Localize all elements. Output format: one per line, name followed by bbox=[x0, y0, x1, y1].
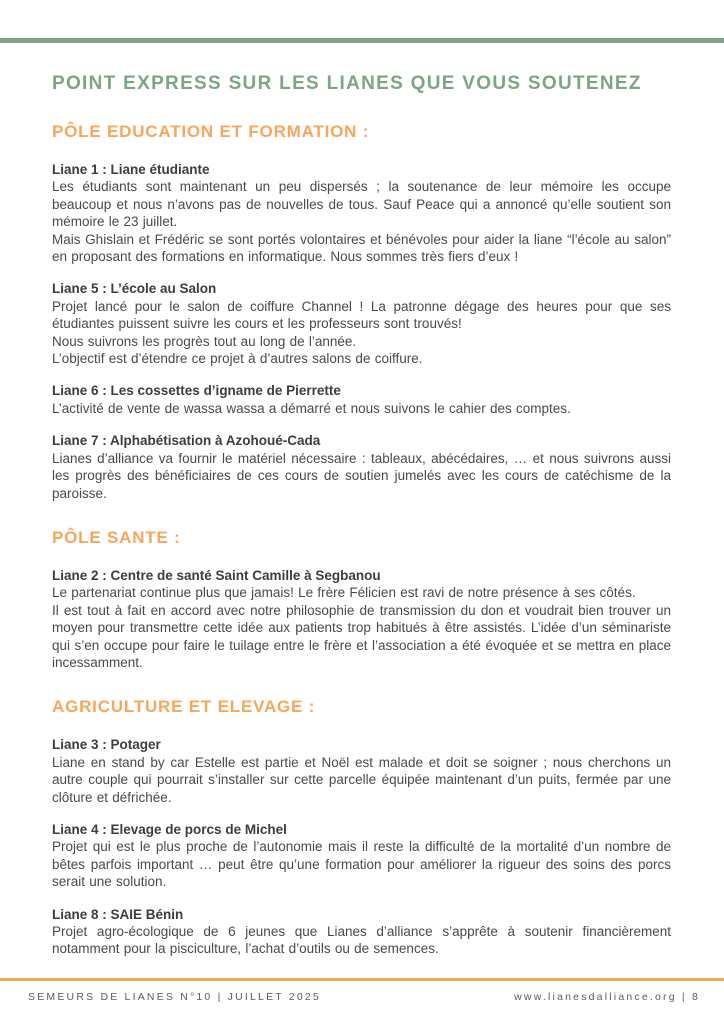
liane-item-3 bbox=[52, 736, 671, 806]
liane-paragraph: Liane en stand by car Estelle est partie et Noël est malade et doit se soigner ; nous cherchons un autre couple qui pourrait s’installer sur cette parcelle équipée maintenant d’un puits, fermée par une clôture et défrichée. bbox=[52, 754, 671, 805]
page-title: POINT EXPRESS SUR LES LIANES QUE VOUS SOUTENEZ bbox=[52, 73, 642, 94]
liane-title: Liane 1 : Liane étudiante bbox=[52, 162, 210, 177]
section-heading: AGRICULTURE ET ELEVAGE : bbox=[52, 697, 316, 717]
liane-paragraph: Projet agro-écologique de 6 jeunes que Lianes d’alliance s’apprête à soutenir financièrement notamment pour la pisciculture, l’achat d’outils ou de semences. bbox=[52, 924, 671, 957]
liane-title: Liane 6 : Les cossettes d’igname de Pierrette bbox=[52, 383, 341, 399]
footer-issue-label: SEMEURS DE LIANES N°10 | JUILLET 2025 bbox=[28, 991, 321, 1003]
section-sante bbox=[52, 527, 671, 671]
liane-item-4 bbox=[52, 821, 671, 891]
liane-title: Liane 5 : L’école au Salon bbox=[52, 281, 217, 297]
page-footer bbox=[28, 991, 700, 1003]
liane-title: Liane 8 : SAIE Bénin bbox=[52, 906, 184, 922]
liane-paragraph: Il est tout à fait en accord avec notre philosophie de transmission du don et voudrait bien trouver un moyen pour transmettre cette idée aux patients trop habitués à être assistés. L’idée d’un séminariste qui s’en occupe pour faire le tuilage entre le frère et l’association a été évoquée et se mettra en place incessamment. bbox=[52, 602, 671, 670]
liane-paragraph: Mais Ghislain et Frédéric se sont portés volontaires et bénévoles pour aider la liane “l’école au salon” en proposant des formations en informatique. Nous sommes très fiers d’eux ! bbox=[52, 231, 671, 265]
liane-title: Liane 4 : Elevage de porcs de Michel bbox=[52, 821, 287, 837]
liane-item-7 bbox=[52, 432, 671, 502]
liane-item-8 bbox=[52, 906, 671, 958]
footer-website-label: www.lianesdalliance.org | 8 bbox=[514, 991, 700, 1003]
liane-paragraph: Les étudiants sont maintenant un peu dispersés ; la soutenance de leur mémoire les occupe beaucoup et nous n’avons pas de nouvelles de tous. Sauf Peace qui a annoncé qu’elle soutient son mémoire le 23 juillet. bbox=[52, 179, 671, 230]
liane-item-6 bbox=[52, 382, 671, 417]
liane-title: Liane 3 : Potager bbox=[52, 737, 161, 753]
liane-title: Liane 7 : Alphabétisation à Azohoué-Cada bbox=[52, 433, 321, 449]
section-education-formation bbox=[52, 121, 671, 502]
liane-paragraph: Nous suivrons les progrès tout au long de l’année. bbox=[52, 333, 357, 349]
top-border-bar bbox=[0, 38, 724, 43]
liane-paragraph: Le partenariat continue plus que jamais! Le frère Félicien est ravi de notre présence à ses côtés. bbox=[52, 585, 636, 601]
footer-border-bar bbox=[0, 978, 724, 981]
liane-paragraph: L’objectif est d’étendre ce projet à d’autres salons de coiffure. bbox=[52, 351, 423, 367]
liane-paragraph: L’activité de vente de wassa wassa a démarré et nous suivons le cahier des comptes. bbox=[52, 400, 571, 416]
section-heading: PÔLE SANTE : bbox=[52, 527, 181, 547]
section-agriculture-elevage bbox=[52, 696, 671, 957]
page-content bbox=[52, 72, 671, 973]
liane-item-1 bbox=[52, 161, 671, 265]
section-heading: PÔLE EDUCATION ET FORMATION : bbox=[52, 122, 370, 141]
liane-item-5 bbox=[52, 280, 671, 367]
liane-title: Liane 2 : Centre de santé Saint Camille à Segbanou bbox=[52, 567, 381, 583]
liane-item-2 bbox=[52, 567, 671, 671]
liane-paragraph: Lianes d’alliance va fournir le matériel nécessaire : tableaux, abécédaires, … et nous suivrons aussi les progrès des bénéficiaires de ces cours de soutien jumelés avec les cours de catéchisme de la paroisse. bbox=[52, 450, 671, 501]
liane-paragraph: Projet lancé pour le salon de coiffure Channel ! La patronne dégage des heures pour que ses étudiantes puissent suivre les cours et les professeurs sont trouvés! bbox=[52, 298, 671, 332]
liane-paragraph: Projet qui est le plus proche de l’autonomie mais il reste la difficulté de la mortalité d’un nombre de bêtes parfois important … peut être qu’une formation pour améliorer la rigueur des soins des porcs serait une solution. bbox=[52, 839, 671, 890]
